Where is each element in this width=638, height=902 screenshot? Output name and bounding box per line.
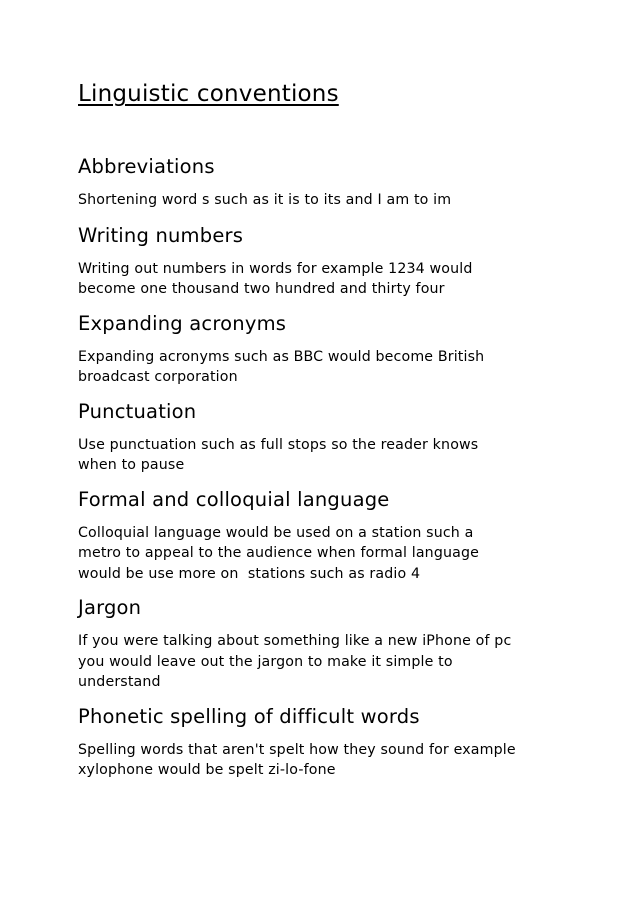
section-formal-colloquial (78, 487, 578, 585)
section-body: Spelling words that aren't spelt how they sound for example xylophone would be spelt zi-lo-fone (78, 741, 516, 778)
section-abbreviations (78, 154, 578, 211)
section-heading: Expanding acronyms (78, 311, 287, 335)
section-heading: Formal and colloquial language (78, 487, 390, 511)
section-body: Writing out numbers in words for example 1234 would become one thousand two hundred and thirty four (78, 260, 473, 297)
section-jargon (78, 595, 578, 693)
document-page (78, 78, 578, 781)
section-body: Colloquial language would be used on a station such a metro to appeal to the audience when formal language would be use more on stations such as radio 4 (78, 524, 479, 582)
section-heading: Jargon (78, 596, 142, 619)
section-heading: Abbreviations (78, 155, 215, 178)
section-heading: Phonetic spelling of difficult words (78, 704, 420, 728)
section-body: Use punctuation such as full stops so the reader knows when to pause (78, 436, 479, 473)
section-heading: Punctuation (78, 399, 197, 423)
section-phonetic-spelling (78, 704, 578, 781)
section-body: If you were talking about something like a new iPhone of pc you would leave out the jargon to make it simple to understand (78, 633, 512, 690)
document-title: Linguistic conventions (78, 81, 339, 107)
section-body: Shortening word s such as it is to its and I am to im (78, 192, 452, 208)
section-heading: Writing numbers (78, 223, 244, 247)
section-expanding-acronyms (78, 311, 578, 388)
section-writing-numbers (78, 223, 578, 300)
section-body: Expanding acronyms such as BBC would become British broadcast corporation (78, 348, 485, 385)
section-punctuation (78, 399, 578, 476)
